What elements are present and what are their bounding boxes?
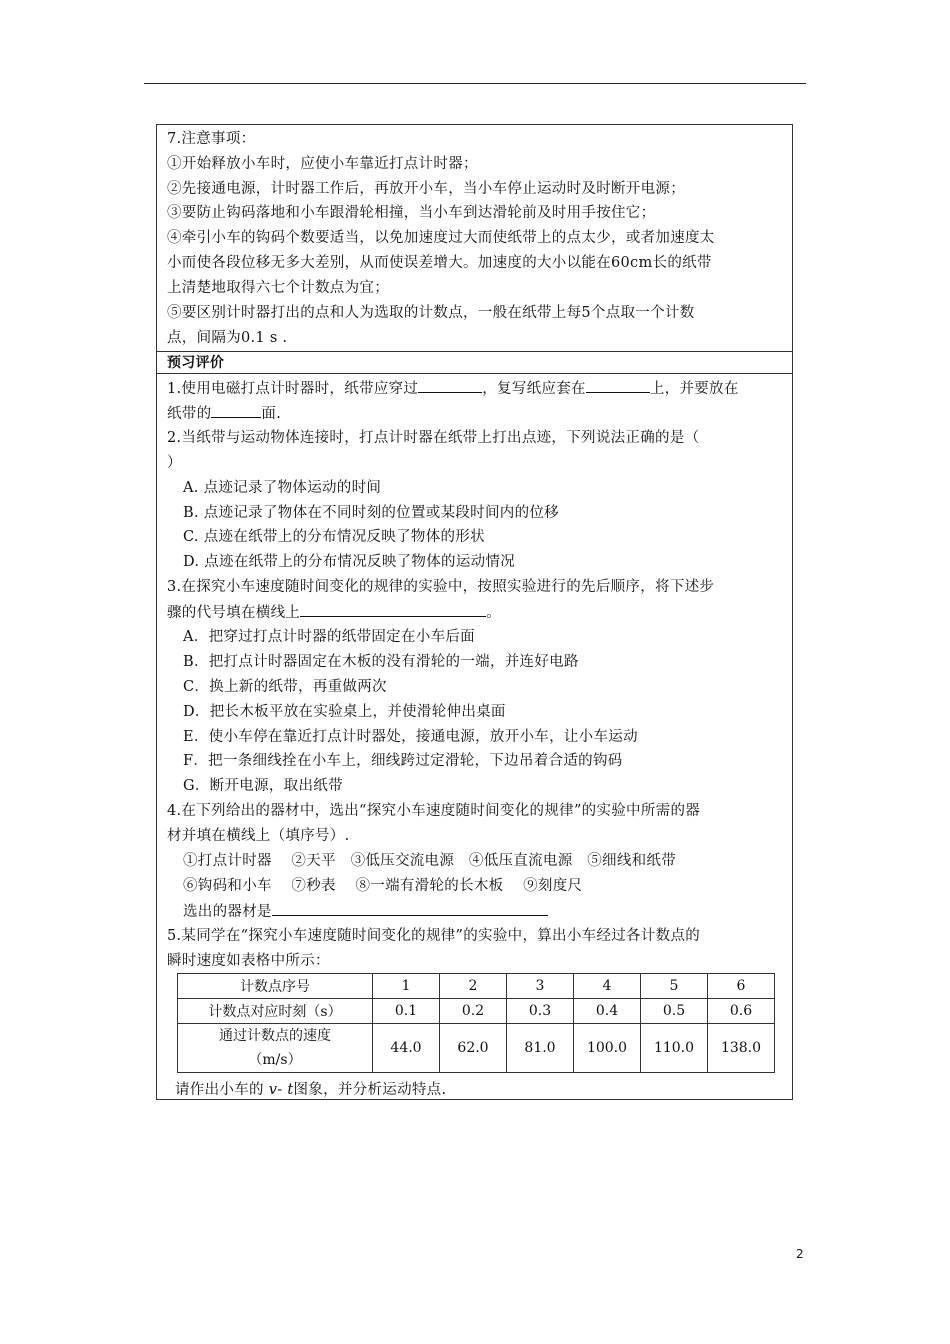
note-item-5-line1: ⑤要区别计时器打出的点和人为选取的计数点，一般在纸带上每5个点取一个计数 [167, 305, 695, 321]
table-cell: 6 [708, 974, 775, 999]
table-header-index: 计数点序号 [178, 974, 373, 999]
table-cell: 0.1 [373, 999, 440, 1024]
q1-blank-1 [418, 378, 482, 393]
q5-stem-line2: 瞬时速度如表格中所示： [167, 953, 330, 969]
box-dashed-top-border [157, 124, 792, 125]
note-item-5-line2: 点，间隔为0.1 s . [167, 330, 288, 346]
q3-option-b: B．把打点计时器固定在木板的没有滑轮的一端，并连好电路 [183, 654, 579, 670]
q4-stem-line2: 材并填在横线上（填序号）. [167, 828, 350, 844]
table-cell: 0.2 [440, 999, 507, 1024]
table-row-time [178, 999, 775, 1024]
q3-stem-line1: 3.在探究小车速度随时间变化的规律的实验中，按照实验进行的先后顺序，将下述步 [167, 579, 715, 595]
q2-option-d: D. 点迹在纸带上的分布情况反映了物体的运动情况 [183, 554, 516, 570]
table-cell: 4 [574, 974, 641, 999]
q4-stem-line1: 4.在下列给出的器材中，选出“探究小车速度随时间变化的规律”的实验中所需的器 [167, 803, 701, 819]
note-item-1: ①开始释放小车时，应使小车靠近打点计时器； [167, 156, 478, 172]
table-cell: 0.4 [574, 999, 641, 1024]
q5-stem-line1: 5.某同学在“探究小车速度随时间变化的规律”的实验中，算出小车经过各计数点的 [167, 928, 701, 944]
speed-data-table [177, 973, 775, 1073]
table-cell: 1 [373, 974, 440, 999]
table-row-speed [178, 1024, 775, 1073]
page-number: 2 [796, 1247, 804, 1261]
table-cell: 81.0 [507, 1024, 574, 1073]
q3-answer-blank [300, 602, 486, 617]
table-cell: 62.0 [440, 1024, 507, 1073]
q3-stem-line2: 骤的代号填在横线上 。 [167, 602, 501, 623]
header-rule [144, 83, 806, 84]
section-title: 预习评价 [167, 355, 225, 371]
q3-option-e: E．使小车停在靠近打点计时器处，接通电源，放开小车，让小车运动 [183, 729, 638, 745]
table-header-speed: 通过计数点的速度 （m/s） [178, 1024, 373, 1073]
q3-option-d: D．把长木板平放在实验桌上，并使滑轮伸出桌面 [183, 704, 506, 720]
table-cell: 5 [641, 974, 708, 999]
q1-line1: 1.使用电磁打点计时器时，纸带应穿过 ，复写纸应套在 上，并要放在 [167, 378, 739, 399]
table-cell: 110.0 [641, 1024, 708, 1073]
table-cell: 2 [440, 974, 507, 999]
table-cell: 0.6 [708, 999, 775, 1024]
note-item-3: ③要防止钩码落地和小车跟滑轮相撞，当小车到达滑轮前及时用手按住它； [167, 205, 656, 221]
note-item-4-line3: 上清楚地取得六七个计数点为宜； [167, 280, 389, 296]
section-divider [157, 351, 792, 352]
q2-option-b: B. 点迹记录了物体在不同时刻的位置或某段时间内的位移 [183, 505, 559, 521]
note-item-2: ②先接通电源，计时器工作后，再放开小车，当小车停止运动时及时断开电源； [167, 181, 685, 197]
worksheet-box [156, 124, 793, 1100]
table-cell: 44.0 [373, 1024, 440, 1073]
note-item-4-line1: ④牵引小车的钩码个数要适当，以免加速度过大而使纸带上的点太少，或者加速度太 [167, 230, 715, 246]
table-row-index [178, 974, 775, 999]
q4-equipment-row2: ⑥钩码和小车 ⑦秒表 ⑧一端有滑轮的长木板 ⑨刻度尺 [183, 878, 583, 894]
q2-stem-line2: ） [167, 455, 182, 471]
q1-line2: 纸带的 面. [167, 403, 281, 424]
section-title-divider [157, 373, 792, 374]
table-cell: 0.3 [507, 999, 574, 1024]
q2-option-a: A. 点迹记录了物体运动的时间 [183, 480, 382, 496]
q4-answer-line: 选出的器材是 [183, 901, 548, 922]
notes-title: 7.注意事项： [167, 131, 256, 147]
q3-option-f: F．把一条细线拴在小车上，细线跨过定滑轮，下边吊着合适的钩码 [183, 753, 623, 769]
q2-option-c: C. 点迹在纸带上的分布情况反映了物体的形状 [183, 529, 485, 545]
table-cell: 100.0 [574, 1024, 641, 1073]
q4-answer-blank [272, 901, 548, 916]
q1-blank-3 [211, 403, 261, 418]
q4-equipment-row1: ①打点计时器 ②天平 ③低压交流电源 ④低压直流电源 ⑤细线和纸带 [183, 853, 677, 869]
q2-stem-line1: 2.当纸带与运动物体连接时，打点计时器在纸带上打出点迹，下列说法正确的是（ [167, 430, 700, 446]
table-header-time: 计数点对应时刻（s） [178, 999, 373, 1024]
q3-option-a: A．把穿过打点计时器的纸带固定在小车后面 [183, 629, 475, 645]
table-cell: 138.0 [708, 1024, 775, 1073]
table-cell: 3 [507, 974, 574, 999]
q3-option-c: C．换上新的纸带，再重做两次 [183, 679, 387, 695]
table-cell: 0.5 [641, 999, 708, 1024]
q1-blank-2 [586, 378, 650, 393]
note-item-4-line2: 小而使各段位移无多大差别，从而使误差增大。加速度的大小以能在60cm长的纸带 [167, 255, 712, 271]
q5-instruction: 请作出小车的 v- t图象，并分析运动特点. [175, 1082, 447, 1098]
q3-option-g: G．断开电源，取出纸带 [183, 778, 343, 794]
